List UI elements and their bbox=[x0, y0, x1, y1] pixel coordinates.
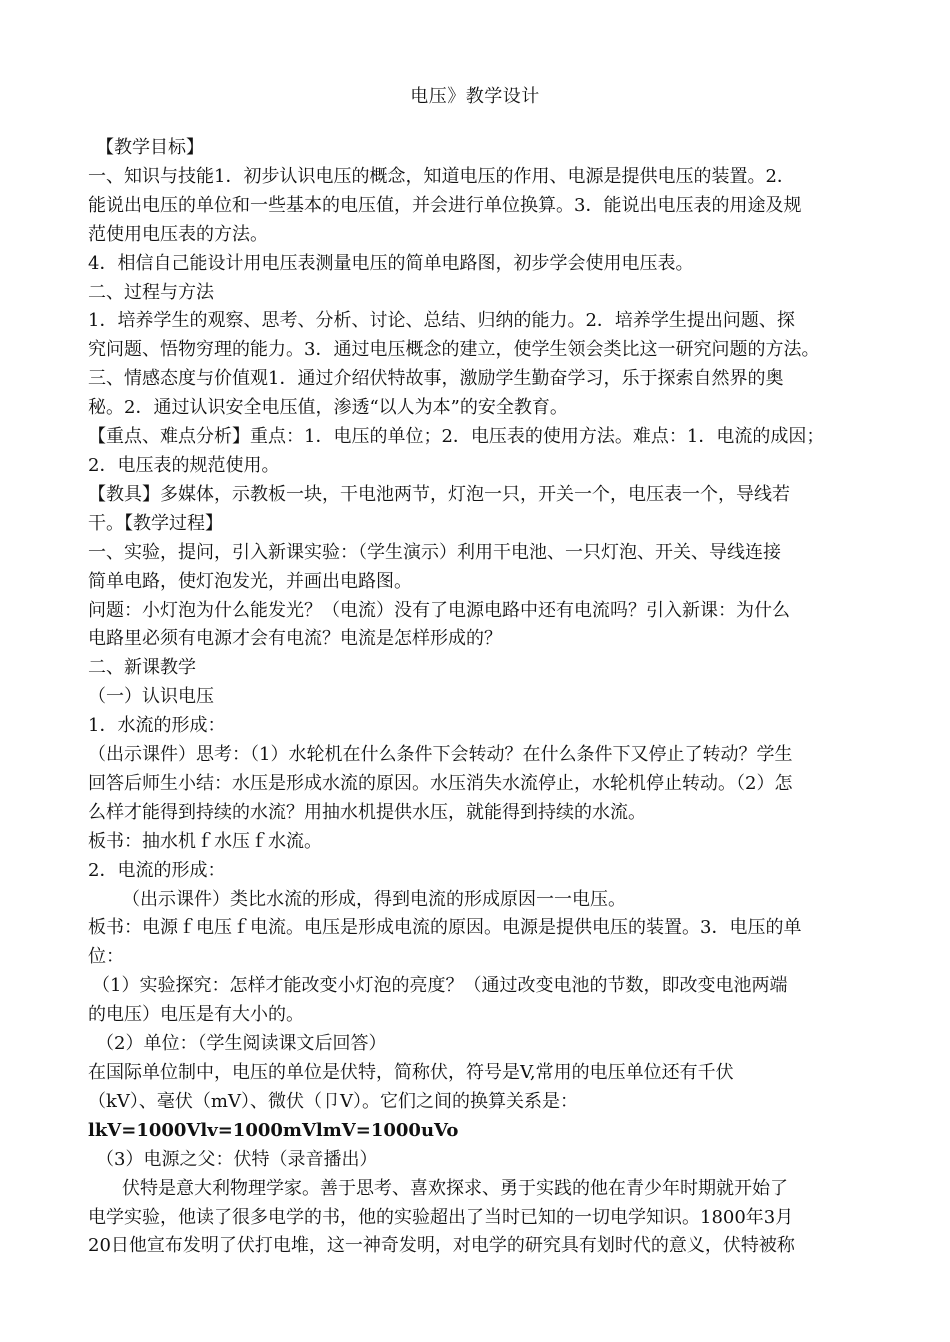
text-line: 问题：小灯泡为什么能发光？（电流）没有了电源电路中还有电流吗？引入新课：为什么 bbox=[88, 599, 790, 621]
text-line: （出示课件）思考：（1）水轮机在什么条件下会转动？在什么条件下又停止了转动？学生 bbox=[88, 744, 793, 766]
text-line: 一、知识与技能1．初步认识电压的概念，知道电压的作用、电源是提供电压的装置。2． bbox=[88, 165, 795, 187]
document-body bbox=[88, 134, 878, 1261]
text-line: （2）单位：（学生阅读课文后回答） bbox=[96, 1033, 387, 1055]
text-line: 的电压）电压是有大小的。 bbox=[88, 1004, 304, 1026]
text-line: 一、实验，提问，引入新课实验：（学生演示）利用干电池、一只灯泡、开关、导线连接 bbox=[88, 541, 781, 563]
text-line: 20日他宣布发明了伏打电堆，这一神奇发明，对电学的研究具有划时代的意义，伏特被称 bbox=[88, 1235, 795, 1257]
text-line: 1．培养学生的观察、思考、分析、讨论、总结、归纳的能力。2．培养学生提出问题、探 bbox=[88, 310, 795, 332]
text-line: 二、过程与方法 bbox=[88, 281, 214, 303]
text-line: 干。【教学过程】 bbox=[88, 512, 223, 534]
text-line: 2．电压表的规范使用。 bbox=[88, 454, 280, 476]
text-line: 2．电流的形成： bbox=[88, 859, 226, 881]
section-heading-objectives: 【教学目标】 bbox=[96, 137, 204, 158]
text-line: 板书：电源ｆ电压ｆ电流。电压是形成电流的原因。电源是提供电压的装置。3．电压的单 bbox=[88, 917, 802, 939]
text-line: 二、新课教学 bbox=[88, 657, 196, 679]
document-title: 电压》教学设计 bbox=[410, 86, 540, 107]
text-line: （出示课件）类比水流的形成，得到电流的形成原因一一电压。 bbox=[122, 888, 626, 910]
text-line: 板书：抽水机ｆ水压ｆ水流。 bbox=[88, 830, 322, 852]
text-line: 伏特是意大利物理学家。善于思考、喜欢探求、勇于实践的他在青少年时期就开始了 bbox=[122, 1177, 788, 1199]
text-line: 究问题、悟物穷理的能力。3．通过电压概念的建立，使学生领会类比这一研究问题的方法。 bbox=[88, 339, 820, 361]
text-line: （一）认识电压 bbox=[88, 686, 214, 708]
text-line: 么样才能得到持续的水流？用抽水机提供水压，就能得到持续的水流。 bbox=[88, 801, 646, 823]
text-line: 回答后师生小结：水压是形成水流的原因。水压消失水流停止，水轮机停止转动。（2）怎 bbox=[88, 772, 793, 794]
text-line: 能说出电压的单位和一些基本的电压值，并会进行单位换算。3．能说出电压表的用途及规 bbox=[88, 194, 802, 216]
text-line: 【教具】多媒体，示教板一块，干电池两节，灯泡一只，开关一个，电压表一个，导线若 bbox=[88, 483, 790, 505]
text-line: （3）电源之父：伏特（录音播出） bbox=[96, 1148, 378, 1170]
text-line: 秘。2．通过认识安全电压值，渗透“以人为本”的安全教育。 bbox=[88, 397, 568, 419]
text-line: 1．水流的形成： bbox=[88, 715, 226, 737]
text-line: 【重点、难点分析】重点：1．电压的单位；2．电压表的使用方法。难点：1．电流的成因； bbox=[88, 426, 825, 448]
text-line: 位： bbox=[88, 946, 124, 968]
text-line: （1）实验探究：怎样才能改变小灯泡的亮度？（通过改变电池的节数，即改变电池两端 bbox=[92, 975, 788, 997]
text-line: 4．相信自己能设计用电压表测量电压的简单电路图，初步学会使用电压表。 bbox=[88, 252, 694, 274]
text-line: 简单电路，使灯泡发光，并画出电路图。 bbox=[88, 570, 412, 592]
text-line: 电路里必须有电源才会有电流？电流是怎样形成的？ bbox=[88, 628, 502, 650]
text-line: 电学实验，他读了很多电学的书，他的实验超出了当时已知的一切电学知识。1800年3月 bbox=[88, 1206, 794, 1228]
text-line: 三、情感态度与价值观1．通过介绍伏特故事，激励学生勤奋学习，乐于探索自然界的奥 bbox=[88, 368, 784, 390]
formula-line: lkV=1000Vlv=1000mVlmV=1000uVo bbox=[88, 1119, 459, 1141]
text-line: 在国际单位制中，电压的单位是伏特，简称伏，符号是V,常用的电压单位还有千伏 bbox=[88, 1062, 734, 1083]
text-line: （kV）、毫伏（mV）、微伏（卩V）。它们之间的换算关系是： bbox=[88, 1090, 578, 1112]
text-line: 范使用电压表的方法。 bbox=[88, 223, 268, 245]
